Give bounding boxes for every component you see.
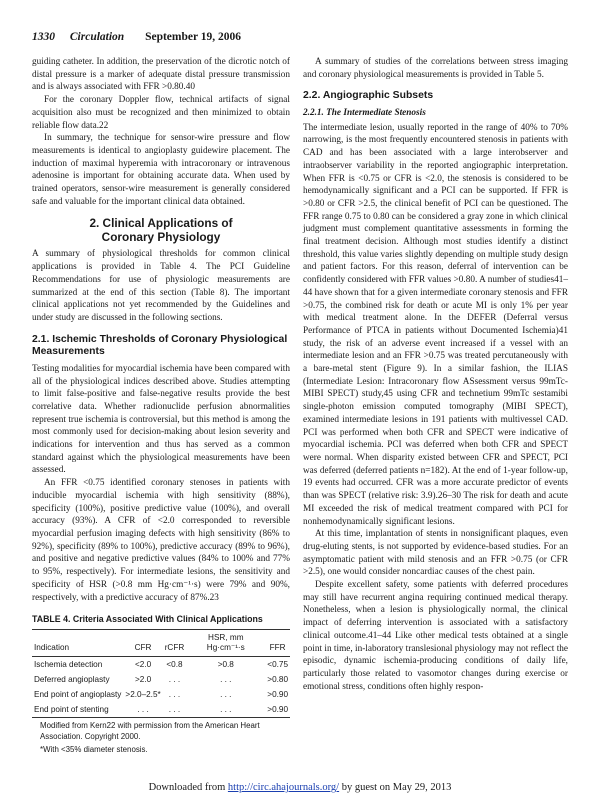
table-caption: TABLE 4. Criteria Associated With Clinical Applications — [32, 614, 290, 630]
journal-name: Circulation — [69, 31, 125, 43]
table-footnote: *With <35% diameter stenosis. — [40, 745, 148, 755]
issue-date: September 19, 2006 — [145, 31, 242, 43]
column-header: Indication — [32, 630, 123, 657]
table-cell: >0.90 — [267, 690, 288, 700]
page-number: 1330 — [32, 31, 55, 43]
table-footnote: Modified from Kern22 with permission from the American Heart Association. Copyright 2000. — [40, 721, 260, 741]
table-cell: <0.8 — [166, 660, 183, 670]
table-cell: . . . — [168, 675, 181, 685]
subsection-heading: 2.2. Angiographic Subsets — [303, 90, 434, 102]
paragraph: A summary of physiological thresholds for common clinical applications is provided in Table 4. The PCI Guideline Recommendations for use of physiologic measurements are summarized at the end of this section (Table 8). The important clinical applications not yet recommended by the Guidelines and under study are discussed in the following sections. — [32, 249, 290, 323]
table-cell: >0.90 — [265, 702, 290, 718]
left-column — [32, 56, 290, 755]
column-header: rCFR — [163, 630, 187, 657]
right-column — [303, 56, 568, 693]
table-cell: . . . — [186, 702, 265, 718]
paragraph: The intermediate lesion, usually reported in the range of 40% to 70% narrowing, is the most frequently encountered stenosis in patients with CAD and has been associated with a large interobserver and intraobserver variability in the reported angiographic interpretation. When FFR is <0.75 or CFR is <2.0, the stenosis is considered to be hemodynamically significant and a PCI can be supported. If FFR is >0.80 or CFR >2.5, the clinical benefit of PCI can be questioned. The FFR range 0.75 to 0.80 can be considered a gray zone in which clinical judgment must complement quantitative assessments in forming the final treatment decision. Although most studies identify a distinct threshold, this value varies slightly depending on multiple study design and patient factors. For this reason, deferral of intervention can be confidently considered with FFR values >0.80. A number of studies41–44 have shown that for a given intermediate coronary stenosis and FFR >0.75, the combined risk for death or acute MI is only 1% per year with medical treatment alone. In the DEFER (Deferral versus Performance of PTCA in patients without Documented Ischemia)41 study, the risk of an adverse event increased if a vessel with an intermediate lesion and an FFR >0.75 was treated percutaneously with a bare-metal stent (Figure 9). In a similar fashion, the ILIAS (Intermediate Lesion: Intracoronary flow ASsessment versus 99mTc-MIBI SPECT) study,45 using CFR and technetium 99mTc sestamibi single-photon emission computed tomography (MIBI SPECT), examined intermediate lesions in 191 patients with multivessel CAD. PCI was performed when both CFR and SPECT were indicative of myocardial ischemia. PCI was deferred when both CFR and SPECT were normal. When disparity existed between CFR and SPECT, PCI was deferred (deferred patients n=182). At the end of 1-year follow-up, 19 events had occurred. CFR was a more accurate predictor of events than was SPECT (relative risk: 3.9).26–30 The risk for death and acute MI exceeded the risk of medical treatment compared with PCI for nonhemodynamically significant lesions. — [303, 122, 568, 527]
table-cell: >2.0–2.5* — [125, 690, 161, 700]
table-cell: . . . — [163, 702, 187, 718]
footer-suffix: by guest on May 29, 2013 — [339, 782, 452, 793]
paragraph: guiding catheter. In addition, the preservation of the dicrotic notch of distal pressure is a marker of adequate distal pressure transmission and is always associated with FFR >0.80.40 — [32, 57, 290, 93]
paragraph: At this time, implantation of stents in nonsignificant plaques, even drug-eluting stents, is not supported by evidence-based studies. For an asymptomatic patient with mild stenosis and an FFR >0.75 (or CFR >2.5), one would consider noncardiac causes of the chest pain. — [303, 529, 568, 578]
running-header — [32, 31, 241, 43]
table-cell: . . . — [220, 675, 232, 685]
table-cell: . . . — [123, 702, 162, 718]
table-cell: . . . — [220, 690, 232, 700]
table-cell: Deferred angioplasty — [34, 675, 110, 685]
table-cell: End point of stenting — [32, 702, 123, 718]
download-footer — [0, 782, 600, 793]
table-4 — [32, 614, 290, 755]
table-row — [32, 657, 290, 673]
table-cell: >0.8 — [217, 660, 234, 670]
column-header: HSR, mm Hg·cm⁻¹·s — [186, 630, 265, 657]
column-header: CFR — [123, 630, 162, 657]
table-row — [32, 702, 290, 718]
paragraph: Testing modalities for myocardial ischemia have been compared with all of the physiological indices described above. Studies attempting to limit false-positive and false-negative results provide the best correlative data. Whether radionuclide perfusion abnormalities represent true ischemia is controversial, but this method is among the most commonly used for decision-making about lesion severity and indications for intervention and thus has served as a common standard against which the physiological measurements have been assessed. — [32, 363, 290, 476]
subsubsection-heading: 2.2.1. The Intermediate Stenosis — [303, 108, 426, 118]
table-cell: Ischemia detection — [34, 660, 103, 670]
table-cell: End point of angioplasty — [34, 690, 122, 700]
paragraph: Despite excellent safety, some patients with deferred procedures may still have recurrent angina requiring continued medical therapy. Nonetheless, when a lesion is physiologically normal, the clinical impact of deferring intervention is associated with a satisfactory clinical outcome.41–44 Like other medical tests obtained at a single point in time, in-laboratory translesional physiology may not reflect the episodic, dynamic ischemia-producing conditions of daily life, particularly those related to vasomotor changes during exercise or emotional stress, conditions often highly respon- — [303, 580, 568, 692]
table-row — [32, 672, 290, 687]
table-cell: >0.80 — [267, 675, 288, 685]
paragraph: A summary of studies of the correlations between stress imaging and coronary physiological measurements is provided in Table 5. — [303, 57, 568, 80]
paragraph: For the coronary Doppler flow, technical artifacts of signal acquisition also must be recognized and then minimized to obtain reliable flow data.22 — [32, 95, 290, 131]
paragraph: In summary, the technique for sensor-wire pressure and flow measurements is identical to angioplasty guidewire placement. The induction of maximal hyperemia with intracoronary or intravenous adenosine is important for obtaining accurate data. When used by trained operators, sensor-wire measurement is generally considered safe and valuable for the important clinical data obtained. — [32, 133, 290, 207]
subsection-heading: 2.1. Ischemic Thresholds of Coronary Physiological Measurements — [32, 333, 288, 358]
criteria-table — [32, 630, 290, 718]
table-cell: <0.75 — [267, 660, 288, 670]
footer-prefix: Downloaded from — [148, 782, 228, 793]
table-row — [32, 687, 290, 702]
paragraph: An FFR <0.75 identified coronary stenoses in patients with inducible myocardial ischemia with high sensitivity (88%), specificity (100%), positive predictive value (100%), and overall accuracy (93%). A CFR of <2.0 corresponded to reversible myocardial perfusion imaging defects with high sensitivity (86% to 92%), specificity (89% to 100%), predictive accuracy (89% to 96%), and positive and negative predictive values (84% to 100% and 77% to 95%, respectively). For intermediate lesions, the sensitivity and specificity of HSR (>0.8 mm Hg·cm⁻¹·s) were 79% and 90%, respectively, with a predictive accuracy of 87%.23 — [32, 478, 290, 603]
journal-link[interactable]: http://circ.ahajournals.org/ — [227, 782, 340, 793]
table-cell: <2.0 — [134, 660, 152, 670]
column-header: FFR — [265, 630, 290, 657]
section-heading: 2. Clinical Applications of Coronary Physiology — [89, 216, 233, 245]
table-cell: >2.0 — [134, 675, 152, 685]
table-header-row — [32, 630, 290, 657]
table-cell: . . . — [168, 690, 181, 700]
